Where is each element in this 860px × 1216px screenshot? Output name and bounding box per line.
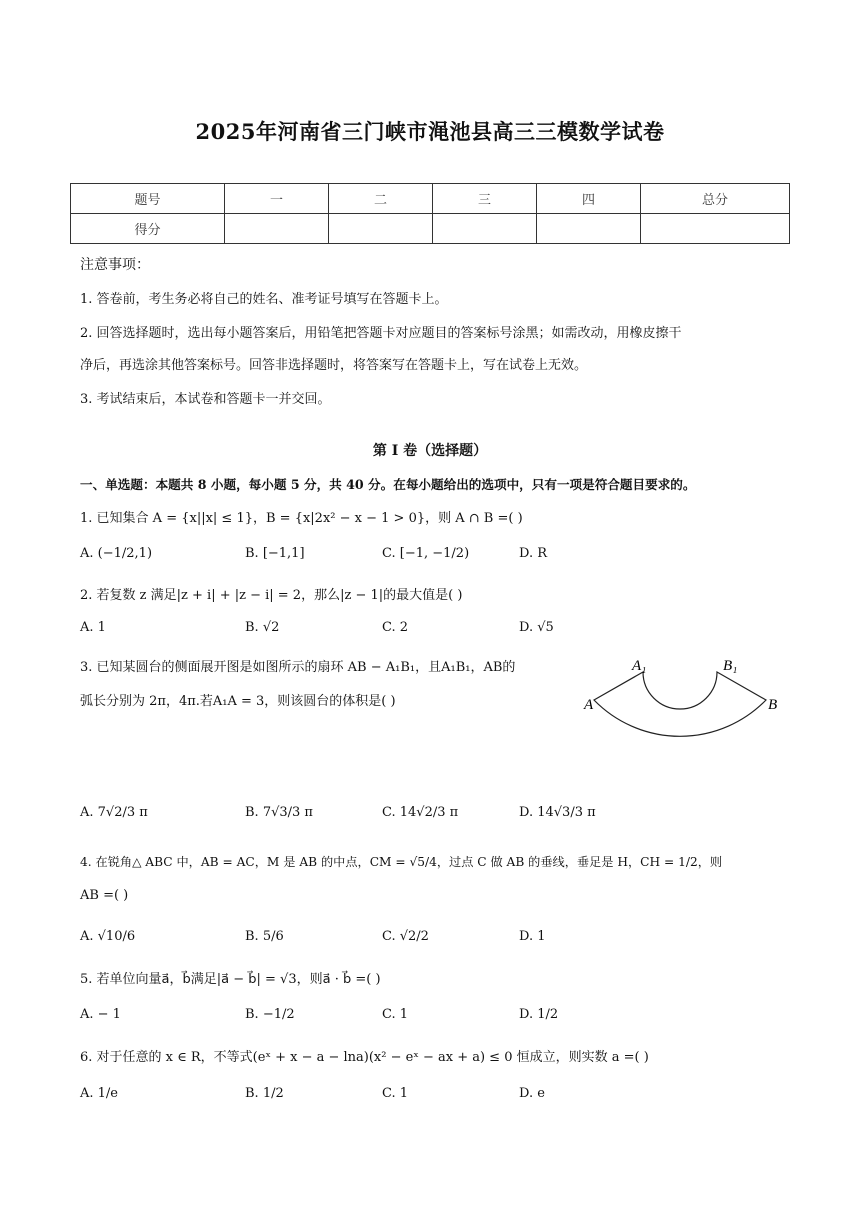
option-a: A. 1	[80, 620, 106, 635]
table-cell: 总分	[641, 184, 790, 214]
score-cell[interactable]	[225, 214, 329, 244]
score-cell[interactable]	[641, 214, 790, 244]
option-b: B. −1/2	[245, 1007, 295, 1022]
question-4-line1: 4. 在锐角△ ABC 中，AB = AC，M 是 AB 的中点，CM = √5/4，过点 C 做 AB 的垂线，垂足是 H，CH = 1/2，则	[80, 855, 723, 869]
option-c: C. 1	[382, 1086, 409, 1101]
label-a: A	[584, 697, 594, 713]
option-c: C. 1	[382, 1007, 409, 1022]
question-1: 1. 已知集合 A = {x||x| ≤ 1}，B = {x|2x² − x − 1 > 0}，则 A ∩ B =( )	[80, 511, 523, 526]
option-d: D. 1/2	[519, 1007, 559, 1022]
table-cell: 二	[329, 184, 433, 214]
question-2: 2. 若复数 z 满足|z + i| + |z − i| = 2，那么|z − 1|的最大值是( )	[80, 588, 463, 603]
score-cell[interactable]	[537, 214, 641, 244]
option-a: A. √10/6	[80, 929, 136, 944]
annular-sector-figure	[580, 650, 790, 760]
table-row	[71, 214, 790, 244]
option-a: A. − 1	[80, 1007, 121, 1022]
option-d: D. 14√3/3 π	[519, 805, 596, 820]
section-title: 第 I 卷（选择题）	[372, 443, 488, 459]
option-d: D. e	[519, 1086, 545, 1101]
notice-heading: 注意事项：	[80, 257, 150, 273]
option-b: B. √2	[245, 620, 280, 635]
option-b: B. 1/2	[245, 1086, 284, 1101]
notice-item: 1. 答卷前，考生务必将自己的姓名、准考证号填写在答题卡上。	[80, 292, 448, 307]
notice-item: 净后，再选涂其他答案标号。回答非选择题时，将答案写在答题卡上，写在试卷上无效。	[80, 358, 588, 373]
question-5: 5. 若单位向量a⃗，b⃗满足|a⃗ − b⃗| = √3，则a⃗ · b⃗ =( )	[80, 972, 381, 987]
option-b: B. 5/6	[245, 929, 284, 944]
question-4-line2: AB =( )	[80, 888, 129, 903]
option-b: B. [−1,1]	[245, 546, 305, 561]
option-c: C. [−1, −1/2)	[382, 546, 470, 561]
table-cell: 一	[225, 184, 329, 214]
option-a: A. 1/e	[80, 1086, 118, 1101]
option-d: D. √5	[519, 620, 554, 635]
score-cell[interactable]	[329, 214, 433, 244]
table-cell: 四	[537, 184, 641, 214]
option-c: C. √2/2	[382, 929, 429, 944]
table-cell: 三	[433, 184, 537, 214]
score-cell[interactable]	[433, 214, 537, 244]
table-cell: 得分	[71, 214, 225, 244]
label-a1: A₁	[632, 658, 647, 674]
label-b1: B₁	[723, 658, 738, 674]
option-d: D. 1	[519, 929, 546, 944]
option-b: B. 7√3/3 π	[245, 805, 313, 820]
question-3-line2: 弧长分别为 2π，4π.若A₁A = 3，则该圆台的体积是( )	[80, 694, 396, 709]
option-c: C. 14√2/3 π	[382, 805, 459, 820]
option-a: A. 7√2/3 π	[80, 805, 148, 820]
option-a: A. (−1/2,1)	[80, 546, 153, 561]
table-cell: 题号	[71, 184, 225, 214]
question-6: 6. 对于任意的 x ∈ R，不等式(eˣ + x − a − lna)(x² − eˣ − ax + a) ≤ 0 恒成立，则实数 a =( )	[80, 1050, 649, 1065]
table-row	[71, 184, 790, 214]
notice-item: 3. 考试结束后，本试卷和答题卡一并交回。	[80, 392, 331, 407]
part-heading: 一、单选题：本题共 8 小题，每小题 5 分，共 40 分。在每小题给出的选项中，只有一项是符合题目要求的。	[80, 477, 696, 492]
label-b: B	[768, 697, 778, 713]
page-title: 2025年河南省三门峡市渑池县高三三模数学试卷	[195, 119, 665, 144]
notice-item: 2. 回答选择题时，选出每小题答案后，用铅笔把答题卡对应题目的答案标号涂黑；如需改动，用橡皮擦干	[80, 326, 682, 341]
option-d: D. R	[519, 546, 548, 561]
score-table	[70, 183, 790, 244]
option-c: C. 2	[382, 620, 409, 635]
question-3-line1: 3. 已知某圆台的侧面展开图是如图所示的扇环 AB − A₁B₁，且A₁B₁，AB的	[80, 660, 516, 675]
